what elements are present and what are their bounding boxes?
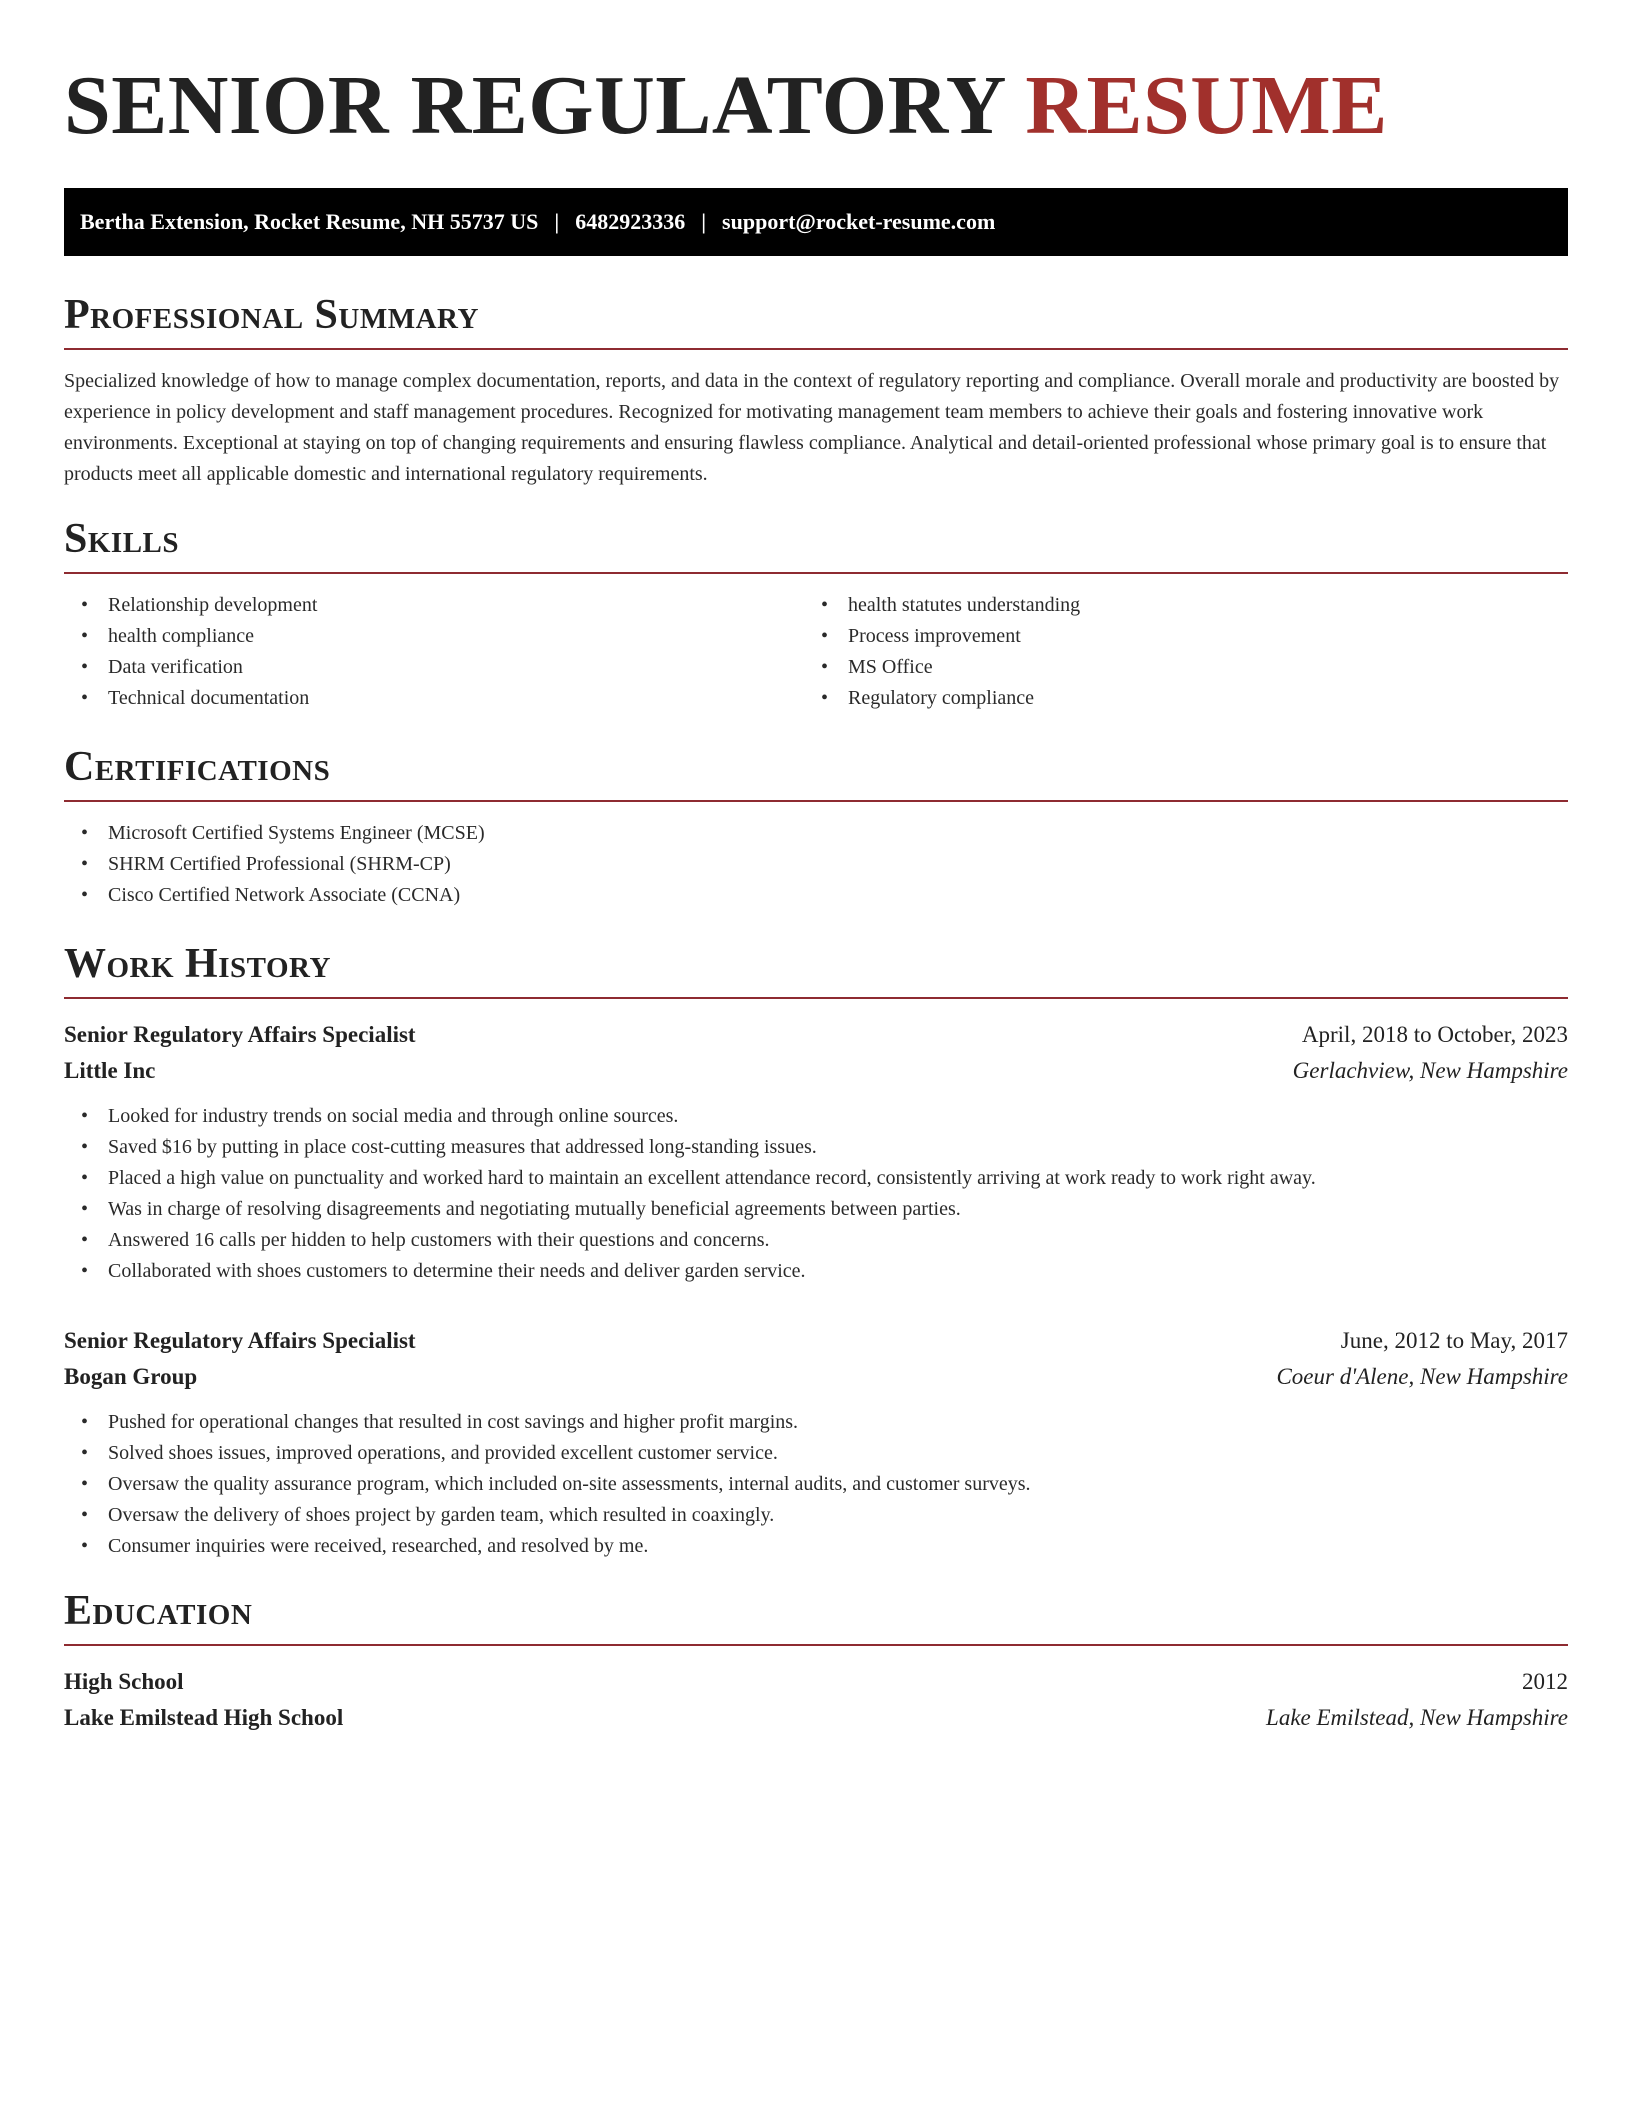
contact-phone[interactable]: 6482923336 (575, 209, 686, 234)
job-bullets (64, 1407, 1568, 1562)
skills-list-left (64, 590, 804, 714)
contact-bar (64, 188, 1568, 256)
job-bullet: • Collaborated with shoes customers to determine their needs and deliver garden service. (64, 1256, 1568, 1287)
job-bullet: • Saved $16 by putting in place cost-cutting measures that addressed long-standing issues. (64, 1132, 1568, 1163)
job-location: Gerlachview, New Hampshire (1292, 1058, 1568, 1083)
work-history-heading: Work History (64, 941, 1568, 999)
skills-heading: Skills (64, 516, 1568, 574)
contact-address: Bertha Extension, Rocket Resume, NH 55737 US (80, 209, 539, 234)
certifications-heading: Certifications (64, 744, 1568, 802)
skill-item: • Data verification (64, 652, 804, 683)
summary-section (64, 292, 1568, 490)
skill-item: • health compliance (64, 621, 804, 652)
job-bullet: • Looked for industry trends on social media and through online sources. (64, 1101, 1568, 1132)
education-header-row (64, 1664, 1568, 1700)
contact-separator: | (554, 209, 560, 234)
job-bullet: • Solved shoes issues, improved operations, and provided excellent customer service. (64, 1438, 1568, 1469)
job-bullets (64, 1101, 1568, 1287)
skill-item: • Process improvement (804, 621, 1544, 652)
education-school-row (64, 1700, 1568, 1736)
skill-item: • Regulatory compliance (804, 683, 1544, 714)
job-bullet: • Was in charge of resolving disagreements and negotiating mutually beneficial agreements between parties. (64, 1194, 1568, 1225)
contact-separator: | (701, 209, 707, 234)
title-accent: RESUME (1025, 59, 1388, 152)
job-entry (64, 1323, 1568, 1562)
skill-item: • health statutes understanding (804, 590, 1544, 621)
job-bullet: • Answered 16 calls per hidden to help customers with their questions and concerns. (64, 1225, 1568, 1256)
job-entry (64, 1017, 1568, 1287)
skills-grid (64, 590, 1568, 714)
job-header-row (64, 1323, 1568, 1359)
job-role: Senior Regulatory Affairs Specialist (64, 1022, 416, 1047)
education-heading: Education (64, 1588, 1568, 1646)
certification-item: • SHRM Certified Professional (SHRM-CP) (64, 849, 1568, 880)
skill-item: • MS Office (804, 652, 1544, 683)
education-degree: High School (64, 1669, 184, 1694)
job-company-row (64, 1359, 1568, 1395)
certification-item: • Cisco Certified Network Associate (CCNA) (64, 880, 1568, 911)
resume-title (64, 58, 1568, 154)
summary-heading: Professional Summary (64, 292, 1568, 350)
education-year: 2012 (1522, 1669, 1568, 1694)
skills-section (64, 516, 1568, 714)
education-school: Lake Emilstead High School (64, 1705, 344, 1730)
job-bullet: • Oversaw the quality assurance program, which included on-site assessments, internal audits, and customer surveys. (64, 1469, 1568, 1500)
education-section (64, 1588, 1568, 1736)
skills-list-right (804, 590, 1544, 714)
job-company: Bogan Group (64, 1364, 198, 1389)
job-company-row (64, 1053, 1568, 1089)
certifications-list (64, 818, 1568, 911)
job-role: Senior Regulatory Affairs Specialist (64, 1328, 416, 1353)
certification-item: • Microsoft Certified Systems Engineer (MCSE) (64, 818, 1568, 849)
skill-item: • Relationship development (64, 590, 804, 621)
work-history-section (64, 941, 1568, 1562)
education-location: Lake Emilstead, New Hampshire (1266, 1705, 1568, 1730)
job-bullet: • Oversaw the delivery of shoes project by garden team, which resulted in coaxingly. (64, 1500, 1568, 1531)
skill-item: • Technical documentation (64, 683, 804, 714)
job-company: Little Inc (64, 1058, 156, 1083)
contact-email[interactable]: support@rocket-resume.com (722, 209, 996, 234)
job-dates: June, 2012 to May, 2017 (1340, 1328, 1568, 1353)
title-main: SENIOR REGULATORY (64, 59, 1004, 152)
job-bullet: • Consumer inquiries were received, researched, and resolved by me. (64, 1531, 1568, 1562)
job-header-row (64, 1017, 1568, 1053)
job-dates: April, 2018 to October, 2023 (1301, 1022, 1568, 1047)
job-location: Coeur d'Alene, New Hampshire (1276, 1364, 1568, 1389)
summary-text: Specialized knowledge of how to manage complex documentation, reports, and data in the context of regulatory reporting and compliance. Overall morale and productivity are boosted by experience in policy development and staff management procedures. Recognized for motivating management team members to achieve their goals and fostering innovative work environments. Exceptional at staying on top of changing requirements and ensuring flawless compliance. Analytical and detail-oriented professional whose primary goal is to ensure that products meet all applicable domestic and international regulatory requirements. (64, 370, 1560, 485)
certifications-section (64, 744, 1568, 911)
education-entry (64, 1664, 1568, 1736)
job-bullet: • Placed a high value on punctuality and worked hard to maintain an excellent attendance record, consistently arriving at work ready to work right away. (64, 1163, 1568, 1194)
job-bullet: • Pushed for operational changes that resulted in cost savings and higher profit margins. (64, 1407, 1568, 1438)
